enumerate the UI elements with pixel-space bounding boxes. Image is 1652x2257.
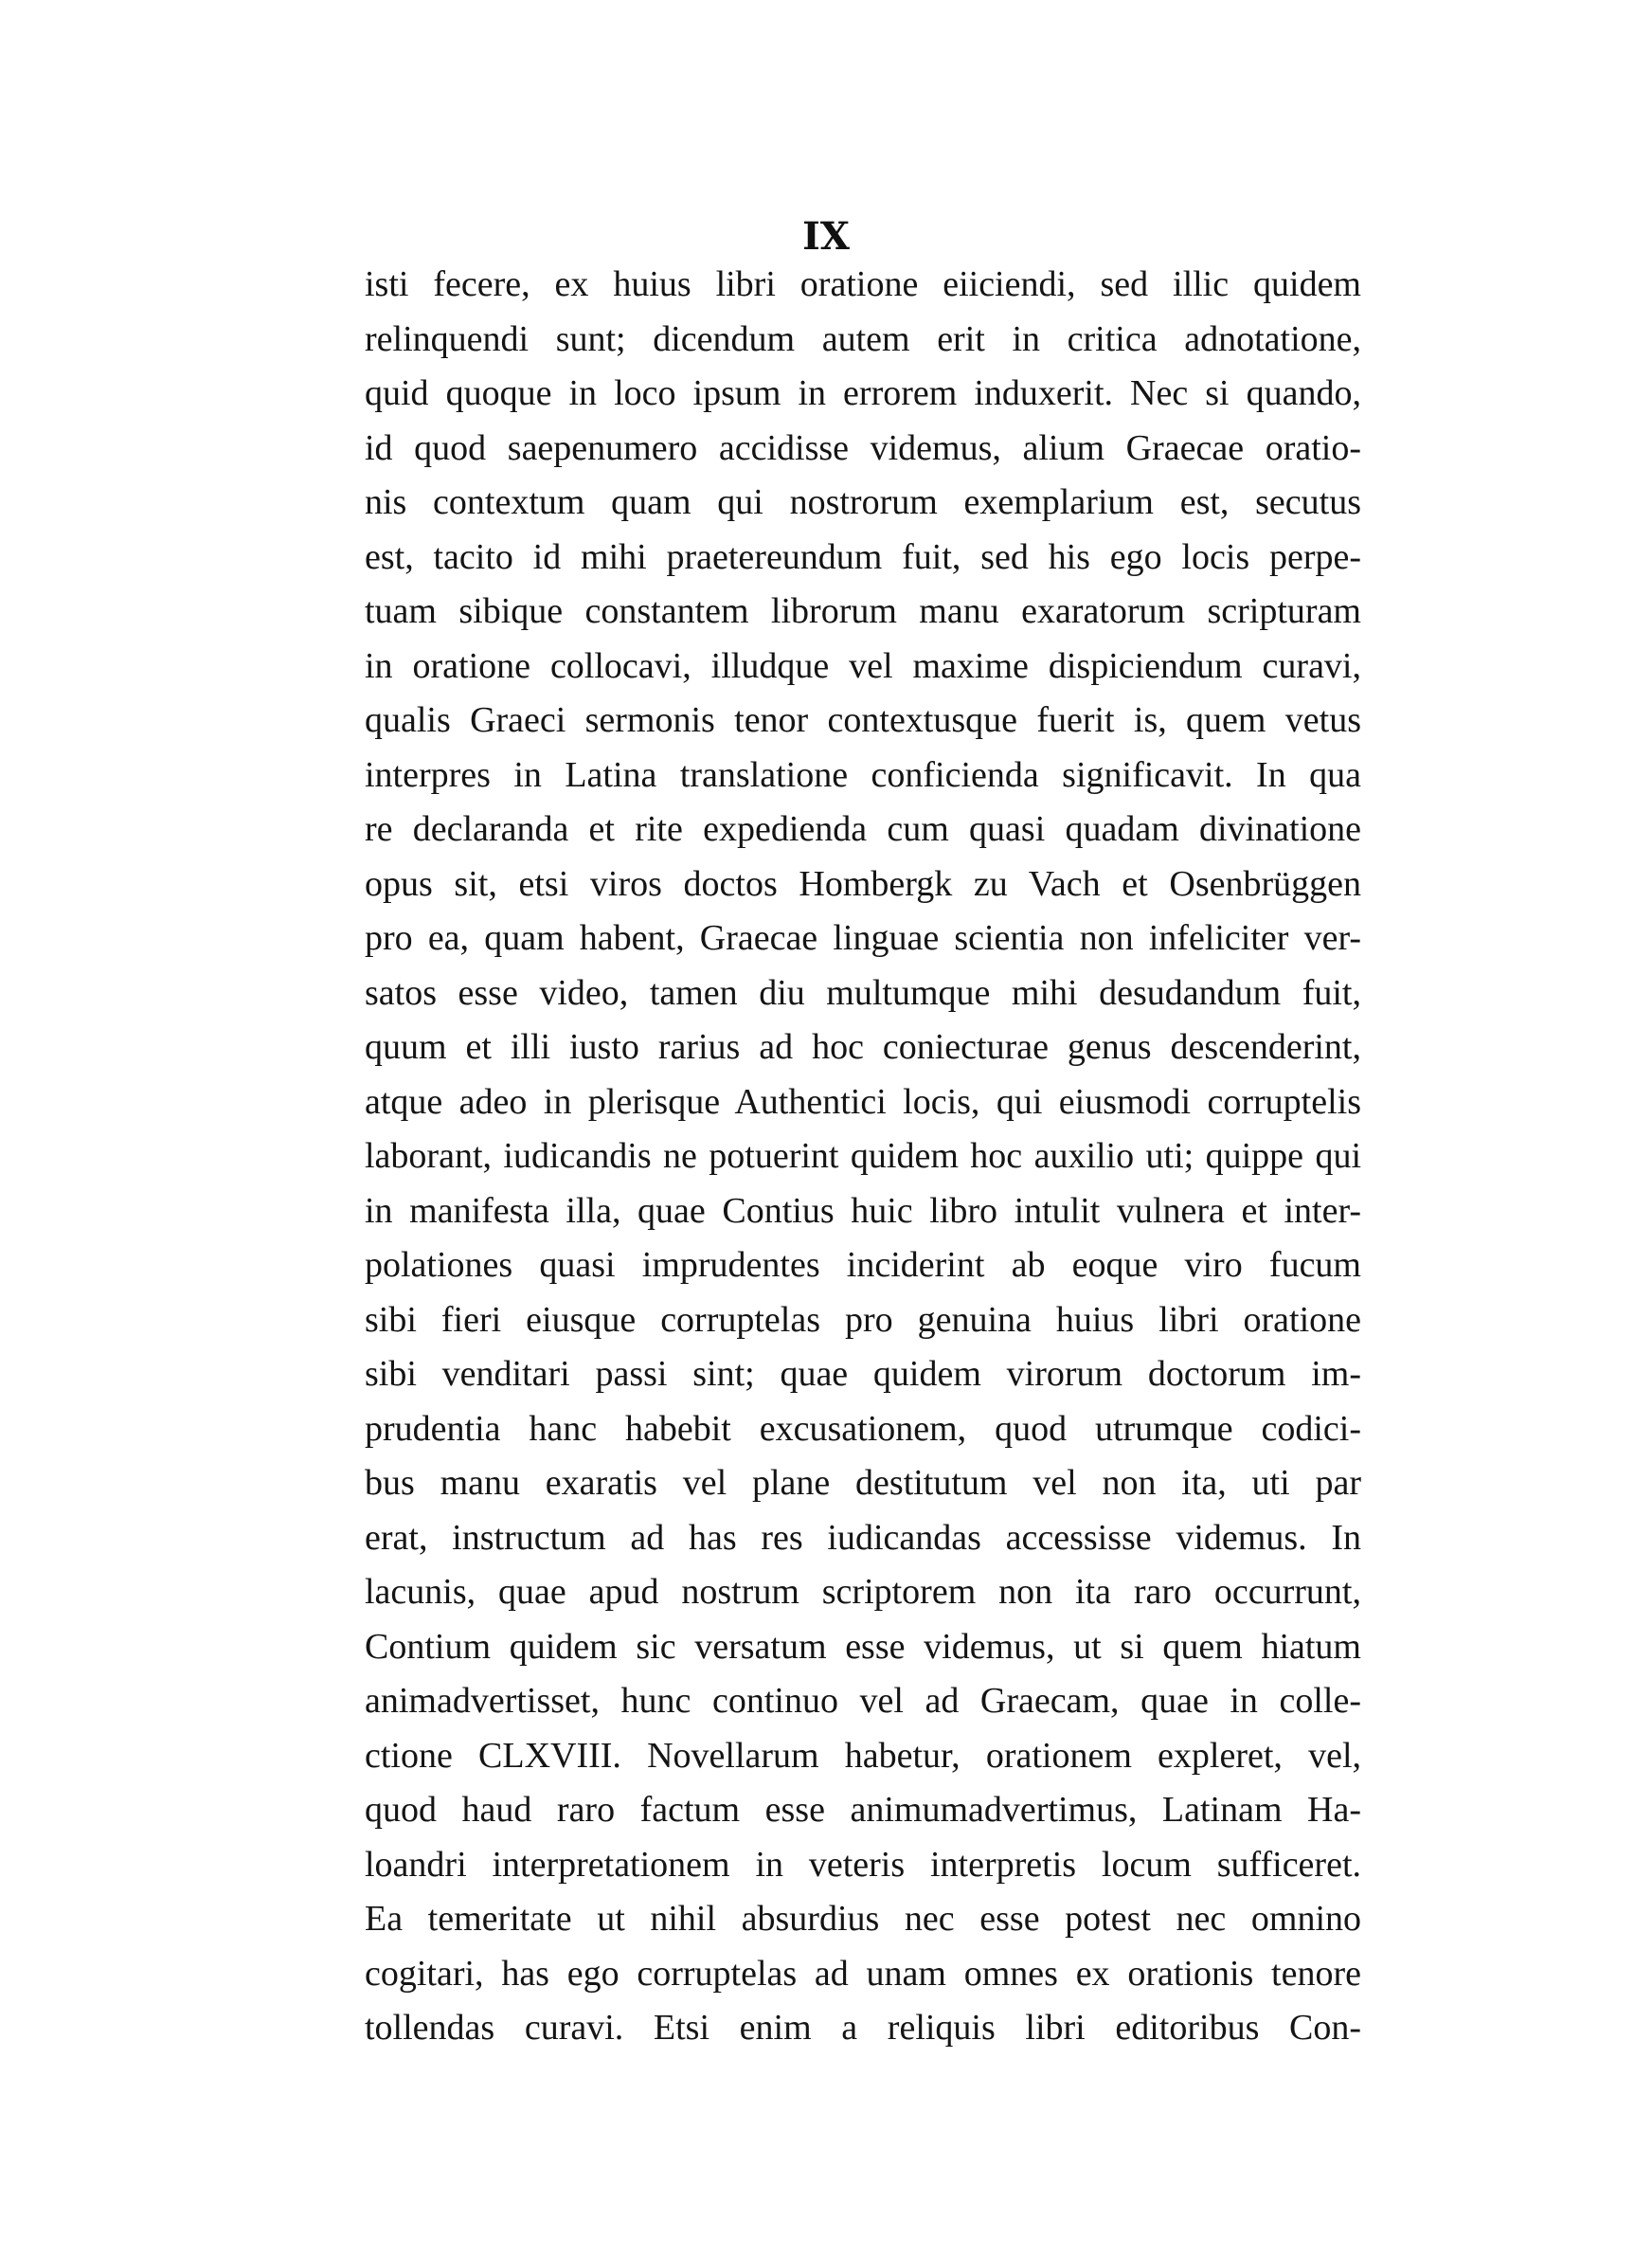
text-line: re declaranda et rite expedienda cum quasi quadam divinatione	[365, 809, 1361, 849]
text-line: ctione CLXVIII. Novellarum habetur, orationem expleret, vel,	[365, 1735, 1361, 1776]
page-number: IX	[802, 214, 850, 259]
text-line: est, tacito id mihi praetereundum fuit, sed his ego locis perpe-	[365, 536, 1361, 577]
text-line: cogitari, has ego corruptelas ad unam omnes ex orationis tenore	[365, 1953, 1361, 1994]
text-line: atque adeo in plerisque Authentici locis, qui eiusmodi corruptelis	[365, 1081, 1361, 1122]
text-line: prudentia hanc habebit excusationem, quod utrumque codici-	[365, 1408, 1361, 1449]
text-line: interpres in Latina translatione conficienda significavit. In qua	[365, 754, 1361, 795]
text-line: in oratione collocavi, illudque vel maxime dispiciendum curavi,	[365, 645, 1361, 686]
text-line: bus manu exaratis vel plane destitutum vel non ita, uti par	[365, 1463, 1361, 1503]
text-line: tollendas curavi. Etsi enim a reliquis libri editoribus Con-	[365, 2008, 1361, 2048]
text-line: id quod saepenumero accidisse videmus, alium Graecae oratio-	[365, 427, 1361, 468]
text-line: sibi fieri eiusque corruptelas pro genuina huius libri oratione	[365, 1299, 1361, 1340]
text-line: quum et illi iusto rarius ad hoc coniecturae genus descenderint,	[365, 1027, 1361, 1067]
text-line: lacunis, quae apud nostrum scriptorem non ita raro occurrunt,	[365, 1572, 1361, 1612]
text-line: polationes quasi imprudentes inciderint ab eoque viro fucum	[365, 1245, 1361, 1285]
text-line: in manifesta illa, quae Contius huic libro intulit vulnera et inter-	[365, 1190, 1361, 1231]
text-line: pro ea, quam habent, Graecae linguae scientia non infeliciter ver-	[365, 918, 1361, 958]
text-line: nis contextum quam qui nostrorum exemplarium est, secutus	[365, 482, 1361, 522]
text-line: satos esse video, tamen diu multumque mihi desudandum fuit,	[365, 972, 1361, 1013]
text-line: quod haud raro factum esse animumadvertimus, Latinam Ha-	[365, 1790, 1361, 1830]
text-line: isti fecere, ex huius libri oratione eiiciendi, sed illic quidem	[365, 264, 1361, 304]
text-line: Contium quidem sic versatum esse videmus, ut si quem hiatum	[365, 1626, 1361, 1667]
text-line: qualis Graeci sermonis tenor contextusque fuerit is, quem vetus	[365, 700, 1361, 740]
text-line: loandri interpretationem in veteris interpretis locum sufficeret.	[365, 1844, 1361, 1885]
text-line: erat, instructum ad has res iudicandas accessisse videmus. In	[365, 1517, 1361, 1558]
text-line: laborant, iudicandis ne potuerint quidem hoc auxilio uti; quippe qui	[365, 1136, 1361, 1176]
text-line: animadvertisset, hunc continuo vel ad Graecam, quae in colle-	[365, 1681, 1361, 1721]
text-line: opus sit, etsi viros doctos Hombergk zu Vach et Osenbrüggen	[365, 863, 1361, 904]
text-line: Ea temeritate ut nihil absurdius nec esse potest nec omnino	[365, 1899, 1361, 1939]
body-text	[365, 258, 1361, 2056]
text-line: sibi venditari passi sint; quae quidem virorum doctorum im-	[365, 1354, 1361, 1394]
text-line: tuam sibique constantem librorum manu exaratorum scripturam	[365, 591, 1361, 631]
text-line: relinquendi sunt; dicendum autem erit in critica adnotatione,	[365, 318, 1361, 359]
text-line: quid quoque in loco ipsum in errorem induxerit. Nec si quando,	[365, 373, 1361, 413]
